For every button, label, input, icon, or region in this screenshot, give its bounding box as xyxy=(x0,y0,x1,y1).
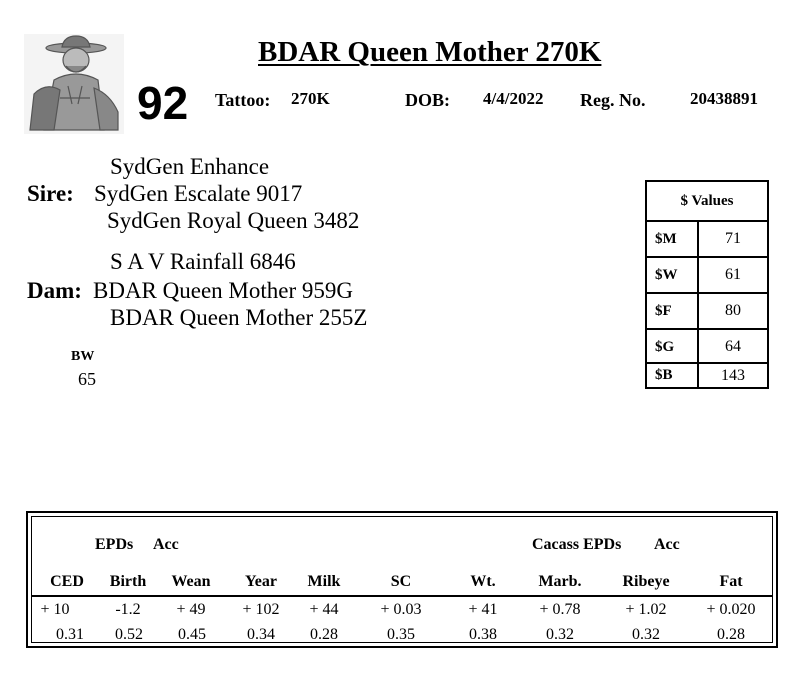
epd-group-acc: Acc xyxy=(153,536,179,553)
epd-value: -1.2 xyxy=(115,601,141,618)
epd-header-ribeye: Ribeye xyxy=(622,573,670,590)
epd-accuracy: 0.32 xyxy=(546,626,574,643)
carcass-group-title: Cacass EPDs xyxy=(532,536,622,553)
dollar-value-label: $G xyxy=(647,330,699,364)
dollar-value-row xyxy=(647,364,767,387)
epd-header-rule xyxy=(32,595,772,597)
dam-dam: BDAR Queen Mother 255Z xyxy=(110,305,368,330)
epd-header-sc: SC xyxy=(390,573,412,590)
sire-label: Sire: xyxy=(27,181,74,206)
epd-inner-frame xyxy=(31,516,773,643)
dollar-value-label: $F xyxy=(647,294,699,328)
bw-label: BW xyxy=(71,349,95,364)
dollar-value-number: 61 xyxy=(725,266,741,283)
epd-accuracy: 0.38 xyxy=(469,626,497,643)
epd-accuracy: 0.34 xyxy=(247,626,275,643)
dollar-value-number: 71 xyxy=(725,230,741,247)
epd-header-year: Year xyxy=(245,573,277,590)
dollar-value-label: $M xyxy=(647,222,699,256)
dollar-value-number: 143 xyxy=(721,366,745,384)
epd-value: + 1.02 xyxy=(625,601,667,618)
dollar-value-row xyxy=(647,294,767,328)
epd-value: + 0.78 xyxy=(539,601,581,618)
epd-value: + 41 xyxy=(468,601,498,618)
reg-label: Reg. No. xyxy=(580,90,646,110)
epd-header-birth: Birth xyxy=(109,573,147,590)
epd-value: + 0.03 xyxy=(380,601,422,618)
epd-accuracy: 0.35 xyxy=(387,626,415,643)
epd-accuracy: 0.28 xyxy=(310,626,338,643)
bw-value: 65 xyxy=(78,369,96,389)
dam-name: BDAR Queen Mother 959G xyxy=(93,278,353,303)
animal-title: BDAR Queen Mother 270K xyxy=(258,36,602,68)
dollar-value-label: $W xyxy=(647,258,699,292)
dob-label: DOB: xyxy=(405,90,450,110)
carcass-group-acc: Acc xyxy=(654,536,680,553)
dollar-value-row xyxy=(647,222,767,256)
lot-number: 92 xyxy=(137,77,189,129)
tattoo-label: Tattoo: xyxy=(215,90,271,110)
epd-accuracy: 0.28 xyxy=(717,626,745,643)
epd-accuracy: 0.32 xyxy=(632,626,660,643)
epd-header-milk: Milk xyxy=(307,573,341,590)
cowboy-logo xyxy=(24,34,124,134)
epd-value: + 0.020 xyxy=(706,601,756,618)
epd-header-wean: Wean xyxy=(171,573,211,590)
dam-label: Dam: xyxy=(27,278,82,303)
dob-value: 4/4/2022 xyxy=(483,89,544,108)
dollar-value-row xyxy=(647,330,767,364)
epd-accuracy: 0.31 xyxy=(56,626,84,643)
epd-table xyxy=(26,511,778,648)
epd-accuracy: 0.45 xyxy=(178,626,206,643)
epd-group-title: EPDs xyxy=(95,536,134,553)
reg-value: 20438891 xyxy=(690,89,758,108)
tattoo-value: 270K xyxy=(291,89,330,108)
epd-value: + 10 xyxy=(40,601,70,618)
sire-dam: SydGen Royal Queen 3482 xyxy=(107,208,360,233)
dollar-value-row xyxy=(647,258,767,292)
epd-accuracy: 0.52 xyxy=(115,626,143,643)
dollar-value-number: 80 xyxy=(725,302,741,319)
sire-sire: SydGen Enhance xyxy=(110,154,270,179)
epd-value: + 44 xyxy=(309,601,339,618)
epd-value: + 49 xyxy=(176,601,206,618)
epd-header-fat: Fat xyxy=(719,573,743,590)
dollar-values-title: $ Values xyxy=(647,182,767,222)
dam-sire: S A V Rainfall 6846 xyxy=(110,249,296,274)
epd-value: + 102 xyxy=(242,601,280,618)
dollar-value-number: 64 xyxy=(725,338,741,355)
epd-header-ced: CED xyxy=(50,573,84,590)
epd-header-wt: Wt. xyxy=(470,573,496,590)
dollar-value-label: $B xyxy=(647,364,699,387)
sire-name: SydGen Escalate 9017 xyxy=(94,181,303,206)
dollar-values-table xyxy=(645,180,769,389)
epd-header-marb: Marb. xyxy=(538,573,582,590)
